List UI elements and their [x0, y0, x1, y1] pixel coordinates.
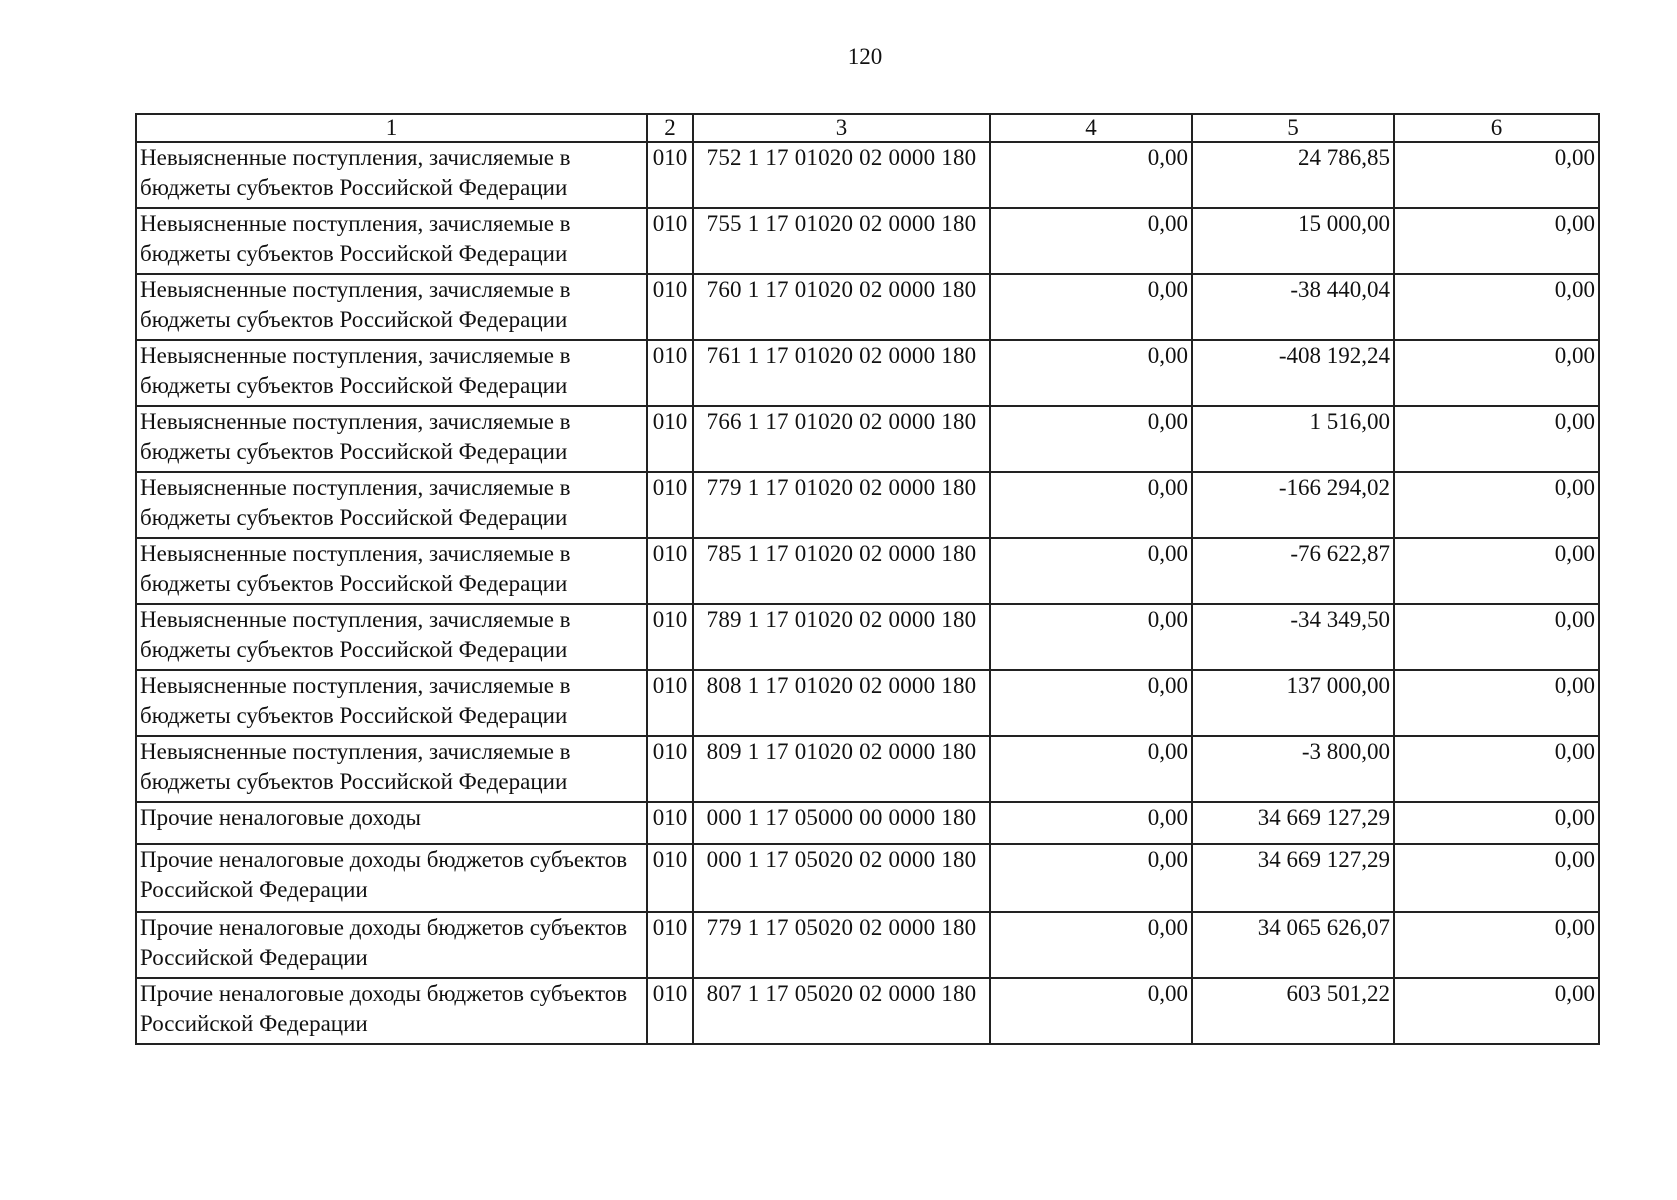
column-header-6: 6: [1394, 114, 1599, 142]
row-value-col4: 0,00: [990, 844, 1192, 912]
row-name: Невыясненные поступления, зачисляемые в бюджеты субъектов Российской Федерации: [136, 142, 647, 208]
column-header-2: 2: [647, 114, 693, 142]
row-line-code: 010: [647, 802, 693, 844]
column-number-row: [136, 114, 1599, 142]
budget-table: [135, 113, 1600, 1045]
row-value-col5: 34 669 127,29: [1192, 802, 1394, 844]
page-number: 120: [847, 44, 883, 69]
row-budget-code: 789 1 17 01020 02 0000 180: [693, 604, 990, 670]
row-value-col4: 0,00: [990, 538, 1192, 604]
row-value-col4: 0,00: [990, 472, 1192, 538]
row-name: Невыясненные поступления, зачисляемые в бюджеты субъектов Российской Федерации: [136, 274, 647, 340]
row-value-col4: 0,00: [990, 736, 1192, 802]
row-name: Прочие неналоговые доходы бюджетов субъектов Российской Федерации: [136, 912, 647, 978]
row-value-col6: 0,00: [1394, 802, 1599, 844]
row-name: Невыясненные поступления, зачисляемые в бюджеты субъектов Российской Федерации: [136, 406, 647, 472]
row-value-col4: 0,00: [990, 406, 1192, 472]
row-line-code: 010: [647, 472, 693, 538]
table-row: [136, 978, 1599, 1044]
row-line-code: 010: [647, 274, 693, 340]
row-value-col6: 0,00: [1394, 208, 1599, 274]
row-budget-code: 752 1 17 01020 02 0000 180: [693, 142, 990, 208]
row-line-code: 010: [647, 406, 693, 472]
row-value-col5: -76 622,87: [1192, 538, 1394, 604]
row-value-col5: 603 501,22: [1192, 978, 1394, 1044]
row-value-col6: 0,00: [1394, 736, 1599, 802]
row-name: Прочие неналоговые доходы бюджетов субъектов Российской Федерации: [136, 844, 647, 912]
row-value-col5: 15 000,00: [1192, 208, 1394, 274]
row-line-code: 010: [647, 340, 693, 406]
table-row: [136, 844, 1599, 912]
row-budget-code: 779 1 17 01020 02 0000 180: [693, 472, 990, 538]
table-row: [136, 604, 1599, 670]
row-line-code: 010: [647, 604, 693, 670]
row-value-col4: 0,00: [990, 978, 1192, 1044]
table-row: [136, 802, 1599, 844]
row-value-col4: 0,00: [990, 670, 1192, 736]
row-value-col5: -38 440,04: [1192, 274, 1394, 340]
row-name: Невыясненные поступления, зачисляемые в бюджеты субъектов Российской Федерации: [136, 340, 647, 406]
row-budget-code: 808 1 17 01020 02 0000 180: [693, 670, 990, 736]
row-name: Невыясненные поступления, зачисляемые в бюджеты субъектов Российской Федерации: [136, 472, 647, 538]
row-value-col4: 0,00: [990, 604, 1192, 670]
row-budget-code: 760 1 17 01020 02 0000 180: [693, 274, 990, 340]
row-value-col6: 0,00: [1394, 340, 1599, 406]
column-header-3: 3: [693, 114, 990, 142]
row-value-col6: 0,00: [1394, 472, 1599, 538]
row-value-col5: -34 349,50: [1192, 604, 1394, 670]
column-header-4: 4: [990, 114, 1192, 142]
row-budget-code: 785 1 17 01020 02 0000 180: [693, 538, 990, 604]
row-value-col6: 0,00: [1394, 406, 1599, 472]
table-row: [136, 538, 1599, 604]
table-row: [136, 208, 1599, 274]
row-line-code: 010: [647, 670, 693, 736]
row-name: Невыясненные поступления, зачисляемые в бюджеты субъектов Российской Федерации: [136, 208, 647, 274]
row-value-col4: 0,00: [990, 340, 1192, 406]
row-value-col5: 34 065 626,07: [1192, 912, 1394, 978]
table-row: [136, 912, 1599, 978]
column-header-5: 5: [1192, 114, 1394, 142]
table-row: [136, 670, 1599, 736]
row-budget-code: 779 1 17 05020 02 0000 180: [693, 912, 990, 978]
row-value-col6: 0,00: [1394, 142, 1599, 208]
row-line-code: 010: [647, 912, 693, 978]
row-value-col6: 0,00: [1394, 670, 1599, 736]
row-name: Невыясненные поступления, зачисляемые в бюджеты субъектов Российской Федерации: [136, 670, 647, 736]
row-name: Невыясненные поступления, зачисляемые в бюджеты субъектов Российской Федерации: [136, 736, 647, 802]
row-line-code: 010: [647, 978, 693, 1044]
table-row: [136, 736, 1599, 802]
table-row: [136, 142, 1599, 208]
column-header-1: 1: [136, 114, 647, 142]
row-name: Невыясненные поступления, зачисляемые в бюджеты субъектов Российской Федерации: [136, 604, 647, 670]
row-value-col4: 0,00: [990, 274, 1192, 340]
row-value-col5: 34 669 127,29: [1192, 844, 1394, 912]
row-budget-code: 809 1 17 01020 02 0000 180: [693, 736, 990, 802]
row-value-col4: 0,00: [990, 142, 1192, 208]
row-line-code: 010: [647, 736, 693, 802]
row-value-col4: 0,00: [990, 802, 1192, 844]
row-value-col5: 1 516,00: [1192, 406, 1394, 472]
row-value-col6: 0,00: [1394, 538, 1599, 604]
row-value-col4: 0,00: [990, 208, 1192, 274]
row-value-col5: 137 000,00: [1192, 670, 1394, 736]
row-name: Прочие неналоговые доходы бюджетов субъектов Российской Федерации: [136, 978, 647, 1044]
row-line-code: 010: [647, 844, 693, 912]
row-budget-code: 000 1 17 05000 00 0000 180: [693, 802, 990, 844]
row-value-col5: -408 192,24: [1192, 340, 1394, 406]
table-row: [136, 274, 1599, 340]
row-budget-code: 807 1 17 05020 02 0000 180: [693, 978, 990, 1044]
row-line-code: 010: [647, 538, 693, 604]
row-value-col5: -166 294,02: [1192, 472, 1394, 538]
row-value-col4: 0,00: [990, 912, 1192, 978]
table-row: [136, 472, 1599, 538]
row-line-code: 010: [647, 142, 693, 208]
row-name: Невыясненные поступления, зачисляемые в бюджеты субъектов Российской Федерации: [136, 538, 647, 604]
row-budget-code: 761 1 17 01020 02 0000 180: [693, 340, 990, 406]
row-value-col5: -3 800,00: [1192, 736, 1394, 802]
row-value-col6: 0,00: [1394, 604, 1599, 670]
table-row: [136, 406, 1599, 472]
row-value-col6: 0,00: [1394, 844, 1599, 912]
row-value-col5: 24 786,85: [1192, 142, 1394, 208]
row-budget-code: 755 1 17 01020 02 0000 180: [693, 208, 990, 274]
row-budget-code: 766 1 17 01020 02 0000 180: [693, 406, 990, 472]
row-line-code: 010: [647, 208, 693, 274]
row-value-col6: 0,00: [1394, 978, 1599, 1044]
row-value-col6: 0,00: [1394, 274, 1599, 340]
row-name: Прочие неналоговые доходы: [136, 802, 647, 844]
row-budget-code: 000 1 17 05020 02 0000 180: [693, 844, 990, 912]
row-value-col6: 0,00: [1394, 912, 1599, 978]
table-row: [136, 340, 1599, 406]
